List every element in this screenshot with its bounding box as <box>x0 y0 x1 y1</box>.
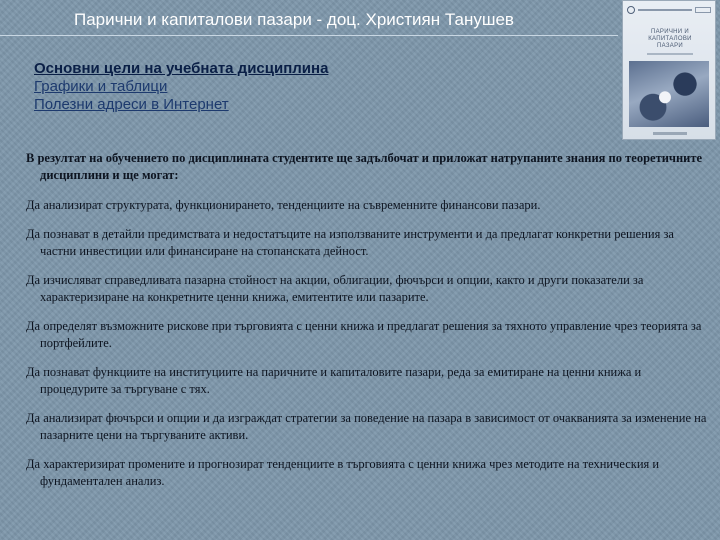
book-cover-photo <box>629 61 709 127</box>
publisher-logo-icon <box>627 6 635 14</box>
objective-item: Да характеризират промените и прогнозират тенденциите в търговията с ценни книжа чрез методите на техническия и фундаментален анализ. <box>26 457 660 488</box>
book-title: ПАРИЧНИ И КАПИТАЛОВИ ПАЗАРИ <box>648 29 692 49</box>
intro-paragraph: В резултат на обучението по дисциплината студентите ще задълбочат и приложат натрупаните знания по теоретичните дисциплини и ще могат: <box>26 151 703 182</box>
objective-item: Да анализират фючърси и опции и да изграждат стратегии за поведение на пазара в зависимост от очакванията за изменение на пазарните цени на търгуваните активи. <box>26 411 707 442</box>
book-subtitle-line <box>647 53 693 55</box>
nav-link-charts-tables[interactable]: Графики и таблици <box>34 78 168 95</box>
objective-item: Да анализират структурата, функционирането, тенденциите на съвременните финансови пазари. <box>26 198 541 212</box>
book-cover-image <box>622 0 716 140</box>
objective-item: Да определят възможните рискове при търговията с ценни книжа и предлагат решения за тяхното управление чрез теорията за портфейлите. <box>26 319 702 350</box>
nav-links <box>34 60 328 114</box>
slide-title: Парични и капиталови пазари - доц. Християн Танушев <box>74 10 514 29</box>
objectives-content <box>26 150 710 502</box>
objective-item: Да познават в детайли предимствата и недостатъците на използваните инструменти и да предлагат конкретни решения за частни инвестиции или финансиране на стопанската дейност. <box>26 227 674 258</box>
nav-link-main-objectives[interactable]: Основни цели на учебната дисциплина <box>34 60 329 77</box>
objective-item: Да познават функциите на институциите на паричните и капиталовите пазари, реда за емитиране на ценни книжа и процедурите за търгуване с тях. <box>26 365 642 396</box>
objective-item: Да изчисляват справедливата пазарна стойност на акции, облигации, фючърси и опции, както и други показатели за характеризиране на конкретните ценни книжа, емитентите или пазарите. <box>26 273 644 304</box>
title-divider <box>0 35 618 36</box>
publisher-header <box>627 5 711 15</box>
nav-link-internet-addresses[interactable]: Полезни адреси в Интернет <box>34 96 229 113</box>
book-footer-line <box>653 132 687 135</box>
